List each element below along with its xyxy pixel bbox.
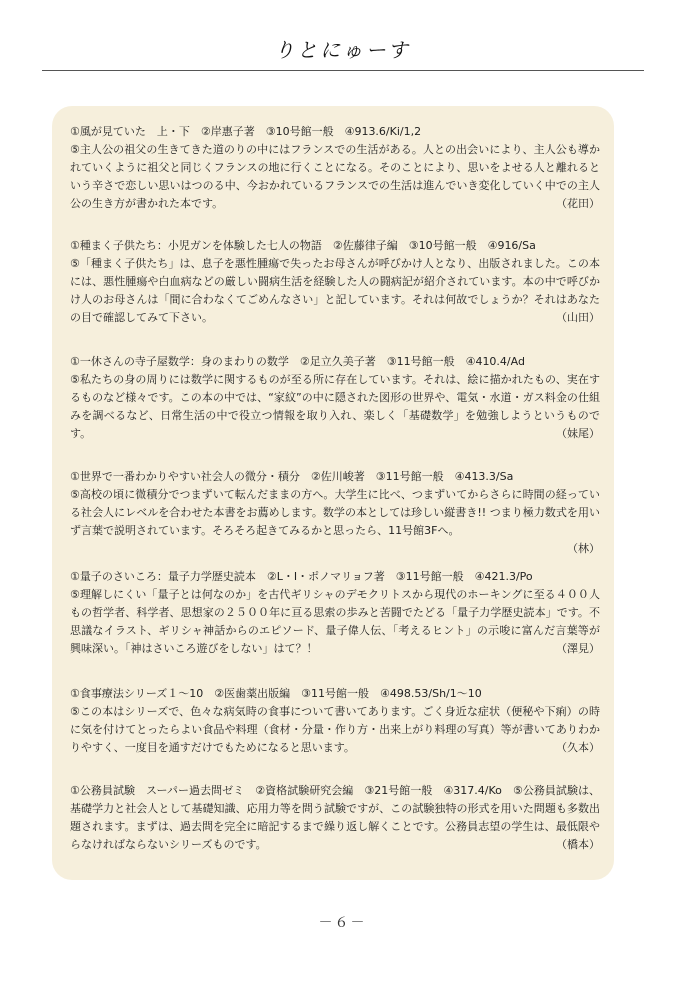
book-entry xyxy=(70,468,600,558)
page-header-title: りとにゅーす xyxy=(274,38,411,62)
reviewer-name: （澤見） xyxy=(556,642,600,655)
book-entry xyxy=(70,568,600,658)
reviewer-name: （花田） xyxy=(556,197,600,210)
book-info: ①食事療法シリーズ１～10 ②医歯薬出版編 ③11号館一般 ④498.53/Sh/1～10 xyxy=(70,687,482,700)
reviewer-name: （妹尾） xyxy=(556,427,600,440)
book-entry xyxy=(70,237,600,327)
book-description: ⑤「種まく子供たち」は、息子を悪性腫瘍で失ったお母さんが呼びかけ人となり、出版されました。この本には、悪性腫瘍や白血病などの厳しい闘病生活を経験した人の闘病記が紹介されています。本の中で呼びかけ人のお母さんは「間に合わなくてごめんなさい」と記しています。それは何故でしょうか？それはあなたの目で確認してみて下さい。 xyxy=(70,257,600,324)
book-description: ⑤この本はシリーズで、色々な病気時の食事について書いてあります。ごく身近な症状（便秘や下痢）の時に気を付けてとったらよい食品や料理（食材・分量・作り方・出来上がり料理の写真）等が書いてありわかりやすく、一度目を通すだけでもためになると思います。 xyxy=(70,705,600,754)
reviewer-name: （山田） xyxy=(556,311,600,324)
book-entry xyxy=(70,123,600,213)
book-description: ⑤私たちの身の周りには数学に関するものが至る所に存在しています。それは、絵に描かれたもの、実在するものなど様々です。この本の中では、“家紋”の中に隠された図形の世界や、電気・水道・ガス料金の仕組みを調べるなど、日常生活の中で役立つ情報を取り入れ、楽しく「基礎数学」を勉強しようというものです。 xyxy=(70,373,600,440)
reviewer-name: （久本） xyxy=(556,741,600,754)
book-info: ①世界で一番わかりやすい社会人の微分・積分 ②佐川峻著 ③11号館一般 ④413.3/Sa xyxy=(70,470,514,483)
book-info: ①量子のさいころ：量子力学歴史読本 ②L・I・ポノマリョフ著 ③11号館一般 ④421.3/Po xyxy=(70,570,533,583)
header-divider xyxy=(42,70,644,71)
book-description: ⑤高校の頃に微積分でつまずいて転んだままの方へ。大学生に比べ、つまずいてからさらに時間の経っている社会人にレベルを合わせた本書をお薦めします。数学の本としては珍しい縦書き!! つまり極力数式を用いず言葉で説明されています。そろそろ起きてみるかと思ったら、11号館3Fへ。 xyxy=(70,488,600,537)
book-info: ①一休さんの寺子屋数学：身のまわりの数学 ②足立久美子著 ③11号館一般 ④410.4/Ad xyxy=(70,355,525,368)
book-entry xyxy=(70,685,600,757)
book-info: ①風が見ていた 上・下 ②岸惠子著 ③10号館一般 ④913.6/Ki/1,2 xyxy=(70,125,422,138)
book-description: ⑤理解しにくい「量子とは何なのか」を古代ギリシャのデモクリトスから現代のホーキングに至る４００人もの哲学者、科学者、思想家の２５００年に亘る思索の歩みと苦闘でたどる「量子力学歴史読本」です。不思議なイラスト、ギリシャ神話からのエピソード、量子偉人伝、「考えるヒント」の示唆に富んだ言葉等が興味深い。「神はさいころ遊びをしない」はて？！ xyxy=(70,588,600,655)
book-entry xyxy=(70,353,600,443)
page-number: －６－ xyxy=(318,915,367,931)
book-description: ⑤主人公の祖父の生きてきた道のりの中にはフランスでの生活がある。人との出会いにより、主人公も導かれていくように祖父と同じくフランスの地に行くことになる。そのことにより、思いをよせる人と離れるという辛さで恋しい思いはつのる中、今おかれているフランスでの生活は進んでいき変化していく中での主人公の生き方が書かれた本です。 xyxy=(70,143,600,210)
reviewer-name: （橋本） xyxy=(556,838,600,851)
book-entry xyxy=(70,782,600,854)
book-info: ①種まく子供たち：小児ガンを体験した七人の物語 ②佐藤律子編 ③10号館一般 ④916/Sa xyxy=(70,239,536,252)
book-description: ①公務員試験 スーパー過去問ゼミ ②資格試験研究会編 ③21号館一般 ④317.4/Ko ⑤公務員試験は、基礎学力と社会人として基礎知識、応用力等を問う試験ですが、この試験独特の形式を用いた問題も多数出題されます。まずは、過去問を完全に暗記するまで繰り返し解くことです。公務員志望の学生は、最低限やらなければならないシリーズものです。 xyxy=(70,784,600,851)
reviewer-name: （林） xyxy=(567,542,600,555)
